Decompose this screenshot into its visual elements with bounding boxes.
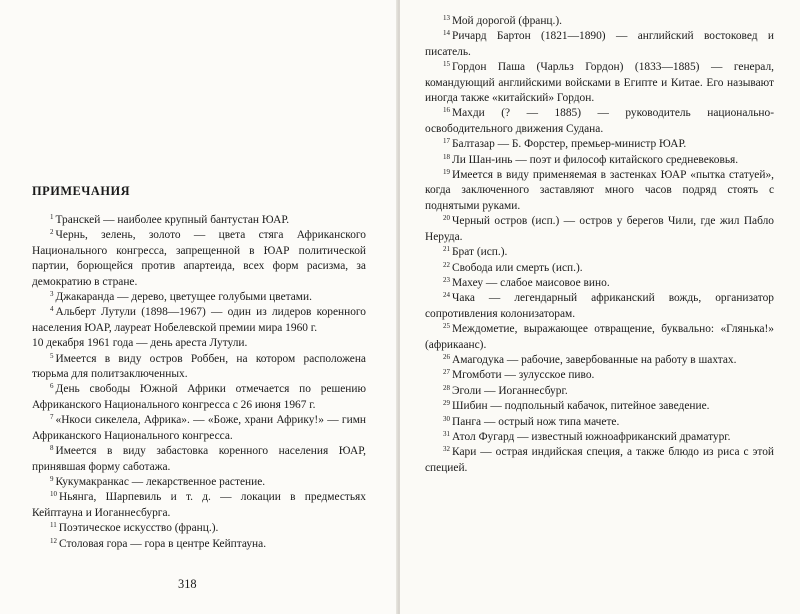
note-text: Столовая гора — гора в центре Кейптауна. xyxy=(59,537,267,550)
note-number: 10 xyxy=(50,490,57,499)
note-number: 3 xyxy=(50,290,54,299)
note-item xyxy=(32,290,366,305)
note-item xyxy=(425,322,774,353)
note-text: Поэтическое искусство (франц.). xyxy=(58,522,219,535)
note-text: Махеу — слабое маисовое вино. xyxy=(452,276,610,289)
note-text: Махди (? — 1885) — руководитель национально-освободительного движения Судана. xyxy=(425,107,774,135)
note-item xyxy=(425,291,774,322)
left-page xyxy=(0,0,398,614)
right-page xyxy=(400,0,800,614)
note-number: 27 xyxy=(443,368,450,377)
note-text: Балтазар — Б. Форстер, премьер-министр ЮАР. xyxy=(452,138,687,151)
note-text: Свобода или смерть (исп.). xyxy=(452,261,583,274)
note-text: Джакаранда — дерево, цветущее голубыми цветами. xyxy=(55,291,312,304)
note-item xyxy=(425,415,774,430)
note-item xyxy=(425,214,774,245)
note-number: 18 xyxy=(443,152,450,161)
note-text: 10 декабря 1961 года — день ареста Лутули. xyxy=(32,337,248,350)
note-text: Шибин — подпольный кабачок, питейное заведение. xyxy=(452,400,710,413)
note-number: 29 xyxy=(443,399,450,408)
note-text: Кари — острая индийская специя, а также блюдо из риса с этой специей. xyxy=(425,446,774,474)
right-notes-list xyxy=(425,14,774,476)
note-number: 30 xyxy=(443,414,450,423)
note-number: 12 xyxy=(50,536,57,545)
note-text: Амагодука — рабочие, завербованные на работу в шахтах. xyxy=(452,353,737,366)
notes-heading: ПРИМЕЧАНИЯ xyxy=(32,184,131,198)
note-number: 28 xyxy=(443,383,450,392)
note-item xyxy=(425,276,774,291)
note-item xyxy=(425,106,774,137)
note-number: 21 xyxy=(443,245,450,254)
note-item xyxy=(32,228,366,290)
note-number: 31 xyxy=(443,429,450,438)
note-text: Кукумакранкас — лекарственное растение. xyxy=(55,475,266,488)
note-item xyxy=(425,430,774,445)
note-number: 6 xyxy=(50,382,54,391)
note-item xyxy=(425,445,774,476)
note-number: 20 xyxy=(443,214,450,223)
note-text: Атол Фугард — известный южноафриканский драматург. xyxy=(452,430,731,443)
note-item xyxy=(32,475,366,490)
note-number: 1 xyxy=(50,213,54,221)
note-text: Альберт Лутули (1898—1967) — один из лидеров коренного населения ЮАР, лауреат Нобелевской премии мира 1960 г. xyxy=(32,306,366,334)
note-text: Чака — легендарный африканский вождь, организатор сопротивления колонизаторам. xyxy=(425,292,774,320)
note-item xyxy=(32,352,366,383)
note-text: Чернь, зелень, золото — цвета стяга Африканского Национального конгресса, запрещенной в ЮАР политической партии, борющейся против апартеида, всех форм расизма, за демократию в стране. xyxy=(32,229,366,288)
note-number: 16 xyxy=(443,106,450,115)
note-item xyxy=(32,521,366,536)
note-item xyxy=(32,336,366,351)
note-text: Транскей — наиболее крупный бантустан ЮАР. xyxy=(55,214,290,226)
note-text: «Нкоси сикелела, Африка». — «Боже, храни Африку!» — гимн Африканского Национального конгресса. xyxy=(32,414,366,442)
note-item xyxy=(32,213,366,228)
note-number: 9 xyxy=(50,474,54,483)
note-item xyxy=(32,413,366,444)
note-item xyxy=(425,153,774,168)
note-text: День свободы Южной Африки отмечается по решению Африканского Национального конгресса с 26 июня 1967 г. xyxy=(32,383,366,411)
note-item xyxy=(425,29,774,60)
note-number: 2 xyxy=(50,228,54,237)
note-number: 13 xyxy=(443,14,450,22)
note-item xyxy=(425,261,774,276)
note-text: Мой дорогой (франц.). xyxy=(452,15,562,27)
note-text: Панга — острый нож типа мачете. xyxy=(452,415,620,428)
left-notes-list xyxy=(32,213,366,552)
note-number: 7 xyxy=(50,413,54,422)
note-item xyxy=(425,60,774,106)
note-number: 32 xyxy=(443,445,450,454)
note-text: Ричард Бартон (1821—1890) — английский востоковед и писатель. xyxy=(425,30,774,58)
note-item xyxy=(32,537,366,552)
note-text: Имеется в виду остров Роббен, на котором расположена тюрьма для политзаключенных. xyxy=(32,352,366,381)
note-item xyxy=(32,305,366,336)
note-number: 15 xyxy=(443,60,450,69)
note-item xyxy=(32,382,366,413)
note-number: 11 xyxy=(50,521,57,530)
note-text: Ньянга, Шарпевиль и т. д. — локации в предместьях Кейптауна и Иоганнесбурга. xyxy=(32,491,366,519)
note-number: 19 xyxy=(443,168,450,177)
note-text: Имеется в виду применяемая в застенках ЮАР «пытка статуей», когда заключенного заставляют много часов подряд стоять с поднятыми руками. xyxy=(425,169,774,212)
note-item xyxy=(425,168,774,214)
note-number: 4 xyxy=(50,305,54,314)
note-text: Гордон Паша (Чарльз Гордон) (1833—1885) — генерал, командующий английскими войсками в Египте и Китае. Его называют иногда также «китайский» Гордон. xyxy=(425,61,774,105)
note-number: 25 xyxy=(443,322,450,331)
note-item xyxy=(425,399,774,414)
note-number: 8 xyxy=(50,444,54,453)
page-number: 318 xyxy=(178,577,197,591)
note-number: 14 xyxy=(443,29,450,38)
note-item xyxy=(32,444,366,475)
note-item xyxy=(32,490,366,521)
note-text: Мгомботи — зулусское пиво. xyxy=(452,369,595,382)
note-number: 26 xyxy=(443,352,450,361)
note-item xyxy=(425,384,774,399)
note-text: Эголи — Иоганнесбург. xyxy=(452,384,568,397)
note-text: Черный остров (исп.) — остров у берегов Чили, где жил Пабло Неруда. xyxy=(425,215,774,243)
note-item xyxy=(425,137,774,152)
note-item xyxy=(425,353,774,368)
note-text: Ли Шан-инь — поэт и философ китайского средневековья. xyxy=(452,153,739,166)
note-item xyxy=(425,245,774,260)
note-item xyxy=(425,14,774,29)
note-number: 24 xyxy=(443,291,450,300)
note-text: Имеется в виду забастовка коренного населения ЮАР, принявшая форму саботажа. xyxy=(32,445,366,473)
note-text: Брат (исп.). xyxy=(452,246,508,259)
note-number: 17 xyxy=(443,137,450,146)
note-item xyxy=(425,368,774,383)
note-number: 22 xyxy=(443,260,450,269)
note-number: 5 xyxy=(50,351,54,360)
note-number: 23 xyxy=(443,275,450,284)
note-text: Междометие, выражающее отвращение, буквально: «Глянька!» (африкаанс). xyxy=(425,323,774,351)
